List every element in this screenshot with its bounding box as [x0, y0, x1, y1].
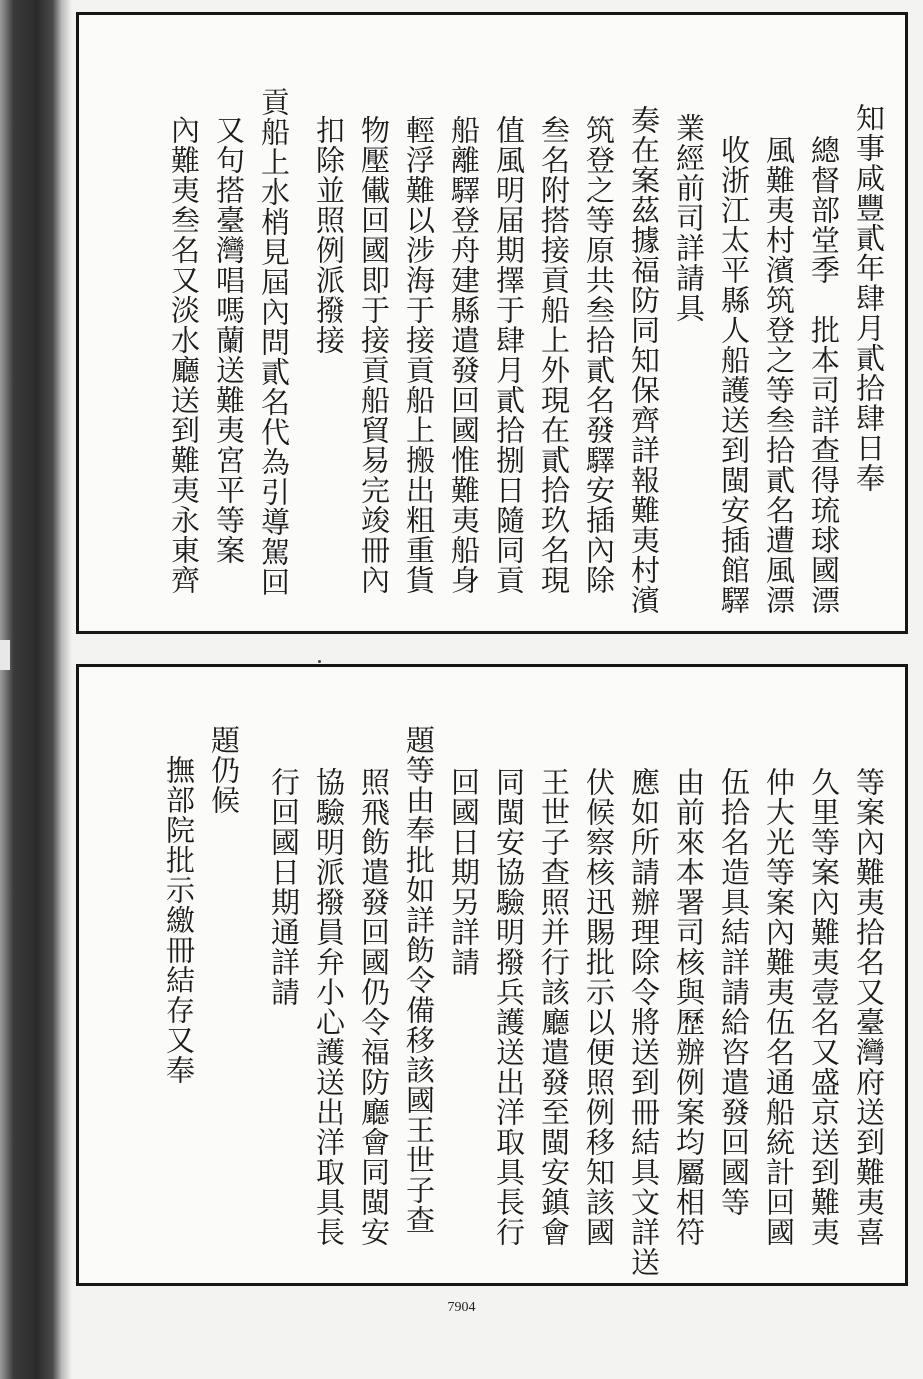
text-column: 回國日期另詳請	[447, 767, 481, 977]
text-column: 等案內難夷拾名又臺灣府送到難夷喜	[852, 767, 886, 1247]
book-spine-shadow	[0, 0, 62, 1379]
text-column: 奏在案茲據福防同知保齊詳報難夷村濱	[627, 105, 661, 615]
text-column: 仲大光等案內難夷伍名通船統計回國	[762, 767, 796, 1247]
text-column: 應如所請辦理除令將送到冊結具文詳送	[627, 767, 661, 1277]
text-column: 伍拾名造具結詳請給咨遣發回國等	[717, 767, 751, 1217]
bottom-manuscript-panel	[76, 664, 908, 1286]
text-column: 知事咸豐貳年肆月貳拾肆日奉	[852, 103, 886, 493]
spine-gap	[0, 640, 10, 670]
text-column: 物壓儎回國即于接貢船貿易完竣冊內	[357, 115, 391, 595]
text-column: 久里等案內難夷壹名又盛京送到難夷	[807, 767, 841, 1247]
text-column: 行回國日期通詳請	[267, 767, 301, 1007]
ink-speck	[318, 660, 321, 663]
text-column: 風難夷村濱筑登之等叁拾貳名遭風漂	[762, 135, 796, 615]
page-number: 7904	[447, 1300, 476, 1315]
text-column: 總督部堂季 批本司詳查得琉球國漂	[807, 135, 841, 615]
top-manuscript-panel	[76, 12, 908, 634]
spine-fade	[62, 0, 72, 1379]
text-column: 又句搭臺灣唱嗎蘭送難夷宮平等案	[212, 115, 246, 565]
text-column: 貢船上水梢見屆內問貳名代為引導駕回	[257, 87, 291, 597]
text-column: 同閩安協驗明撥兵護送出洋取具長行	[492, 767, 526, 1247]
text-column: 輕浮難以涉海于接貢船上搬出粗重貨	[402, 115, 436, 595]
text-column: 扣除並照例派撥接	[312, 115, 346, 355]
text-column: 由前來本署司核與歷辦例案均屬相符	[672, 767, 706, 1247]
text-column: 收浙江太平縣人船護送到閩安插館驛	[717, 135, 751, 615]
text-column: 伏候察核迅賜批示以便照例移知該國	[582, 767, 616, 1247]
text-column: 筑登之等原共叁拾貳名發驛安插內除	[582, 115, 616, 595]
text-column: 協驗明派撥員弁小心護送出洋取具長	[312, 767, 346, 1247]
text-column: 內難夷叁名又淡水廳送到難夷永東齊	[167, 115, 201, 595]
text-column: 撫部院批示繳冊結存又奉	[162, 755, 196, 1085]
text-column: 船離驛登舟建縣遣發回國惟難夷船身	[447, 115, 481, 595]
text-column: 業經前司詳請具	[672, 113, 706, 323]
text-column: 題等由奉批如詳飭令備移該國王世子查	[402, 725, 436, 1235]
text-column: 照飛飭遣發回國仍令福防廳會同閩安	[357, 767, 391, 1247]
text-column: 王世子查照并行該廳遣發至閩安鎮會	[537, 767, 571, 1247]
text-column: 叁名附搭接貢船上外現在貳拾玖名現	[537, 115, 571, 595]
text-column: 值風明届期擇于肆月貳拾捌日隨同貢	[492, 115, 526, 595]
text-column: 題仍候	[207, 725, 241, 815]
